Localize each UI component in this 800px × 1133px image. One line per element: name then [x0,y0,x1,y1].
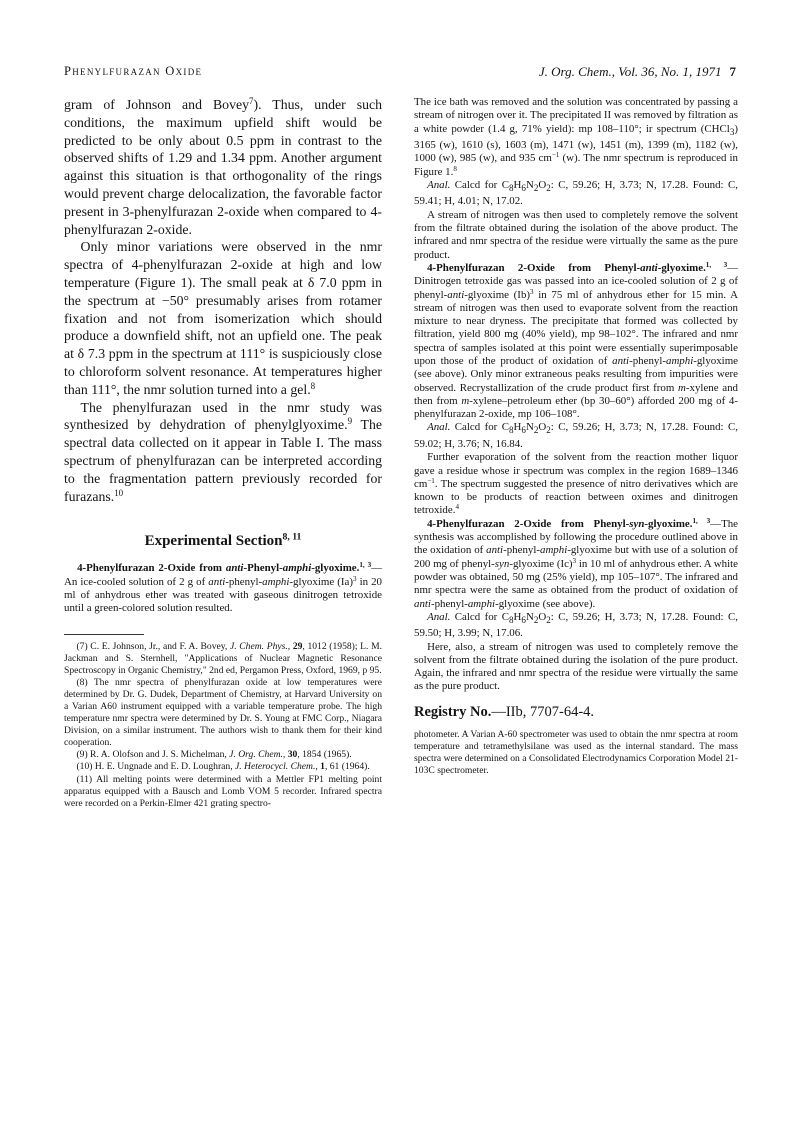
analysis-line: Anal. Calcd for $C_8H_6N_2O_2$: C, 59.26; H, 3.73; N, 17.28. Found: C, 59.50; H, 3.99; N, 17.06. [414,610,738,640]
running-title: Phenylfurazan Oxide [64,64,203,78]
footnote-8: (8) The nmr spectra of phenylfurazan oxide at low temperatures were determined by Dr. G. Dudek, Department of Chemistry, at Harvard University on a Varian A60 instrument equipped with a variable temperature probe. The high temperature nmr spectra were determined by Dr. S. Young at FMC Corp., Niagara Division, on a similar instrument. The authors wish to thank them for their kind cooperation. [64,676,382,749]
experimental-paragraph: A stream of nitrogen was then used to completely remove the solvent from the filtrate obtained during the isolation of the above product. The infrared and nmr spectra of the residue were virtually the same as the pure product. [414,208,738,261]
footnote-10: (10) H. E. Ungnade and E. D. Loughran, J. Heterocycl. Chem., 1, 61 (1964). [76,761,370,773]
analysis-line: Anal. Calcd for $C_8H_6N_2O_2$: C, 59.26; H, 3.73; N, 17.28. Found: C, 59.41; H, 4.01; N, 17.02. [414,178,738,208]
running-header [64,64,736,82]
section-heading: Experimental Section$^{8, 11}$ [144,531,302,550]
footnote-divider [64,634,144,635]
footnote-9: (9) R. A. Olofson and J. S. Michelman, J. Org. Chem., 30, 1854 (1965). [76,749,352,761]
left-column [64,96,382,810]
paragraph: Only minor variations were observed in the nmr spectra of 4-phenylfurazan 2-oxide at high and low temperature (Figure 1). The small peak at δ 7.0 ppm in the spectrum at −50° presumably arises from rotamer fixation and not from isomerization which should produce a downfield shift, not an upfield one. The peak at δ 7.3 ppm in the spectrum at 111° is suspiciously close to chloroform solvent resonance. At temperatures higher than 111°, the nmr solution turned into a gel.$^8$ [64,239,382,397]
experimental-paragraph: 4-Phenylfurazan 2-Oxide from anti-Phenyl-amphi-glyoxime.$^{1, 3}$—An ice-cooled solution of 2 g of anti-phenyl-amphi-glyoxime $(Ia)^3$ in 20 ml of anhydrous ether was treated with gaseous dinitrogen tetroxide until a green-colored solution resulted. [64,561,383,615]
paragraph: gram of Johnson and Bovey$^7$). Thus, under such conditions, the maximum upfield shift would be predicted to be only about 0.5 ppm in contrast to the observed shifts of 1.29 and 1.34 ppm. Another argument against this situation is that orthogonality of the rings would prevent charge delocalization, the favorable factor present in 3-phenylfurazan 2-oxide when compared to 4-phenylfurazan 2-oxide. [64,96,383,237]
experimental-paragraph: 4-Phenylfurazan 2-Oxide from Phenyl-anti-glyoxime.$^{1, 3}$—Dinitrogen tetroxide gas was passed into an ice-cooled solution of 2 g of phenyl-anti-glyoxime $(Ib)^3$ in 75 ml of anhydrous ether for 15 min. A stream of nitrogen was then used to evaporate solvent from the reaction mixture to near dryness. The precipitate that formed was collected by filtration, yield 800 mg (40% yield), mp 98–102°. The infrared and nmr spectra of samples isolated at this point were essentially superimposable upon those of the product of oxidation of anti-phenyl-amphi-glyoxime (see above). Only minor extraneous peaks resulting from impurities were observed. Recrystallization of the crude product first from m-xylene and then from m-xylene–petroleum ether (bp 30–60°) afforded 200 mg of 4-phenylfurazan 2-oxide, mp 106–108°. [414,261,739,421]
journal-citation: J. Org. Chem., Vol. 36, No. 1, 1971 7 [538,64,736,79]
footnote-7: (7) C. E. Johnson, Jr., and F. A. Bovey, J. Chem. Phys., 29, 1012 (1958); L. M. Jackman and S. Sternhell, "Applications of Nuclear Magnetic Resonance Spectroscopy in Organic Chemistry," 2nd ed, Pergamon Press, Oxford, 1969, p 95. [64,640,382,676]
paragraph: The phenylfurazan used in the nmr study was synthesized by dehydration of phenylglyoxime.$^9$ The spectral data collected on it appear in Table I. The mass spectrum of phenylfurazan can be interpreted according to the fragmentation pattern previously recorded for furazans.$^{10}$ [64,399,382,504]
page-number: 7 [729,64,736,79]
experimental-paragraph: Here, also, a stream of nitrogen was used to completely remove the solvent from the filtrate obtained during the isolation of the pure product. Again, the infrared and nmr spectra of the residue were virtually the same as the pure product. [414,640,738,693]
experimental-paragraph: Further evaporation of the solvent from the reaction mother liquor gave a residue whose ir spectrum was complex in the region 1689–1346 $cm^{-1}$. The spectrum suggested the presence of nitro derivatives which are known to be products of reaction between oximes and dinitrogen tetroxide.$^4$ [414,451,738,517]
footnote-11: (11) All melting points were determined with a Mettler FP1 melting point apparatus equipped with a Bausch and Lomb VOM 5 recorder. Infrared spectra were recorded on a Perkin-Elmer 421 grating spectro- [64,773,382,809]
registry-numbers: Registry No.—IIb, 7707-64-4. [414,703,595,720]
footnote-11-continued: photometer. A Varian A-60 spectrometer was used to obtain the nmr spectra at room temperature and tetramethylsilane was used as the internal standard. The mass spectra were determined on a Consolidated Electrodynamics Corporation Model 21-103C spectrometer. [414,728,738,777]
experimental-paragraph: 4-Phenylfurazan 2-Oxide from Phenyl-syn-glyoxime.$^{1, 3}$—The synthesis was accomplished by following the procedure outlined above in the oxidation of anti-phenyl-amphi-glyoxime but with use of a solution of 200 mg of phenyl-syn-glyoxime $(Ic)^3$ in 10 ml of anhydrous ether. A white powder was obtained, 50 mg (25% yield), mp 105–107°. The infrared and nmr spectra were the same as obtained from the product of oxidation of anti-phenyl-amphi-glyoxime (see above). [414,516,739,610]
analysis-line: Anal. Calcd for $C_8H_6N_2O_2$: C, 59.26; H, 3.73; N, 17.28. Found: C, 59.02; H, 3.76; N, 16.84. [414,421,738,450]
experimental-paragraph: The ice bath was removed and the solution was concentrated by passing a stream of nitrogen over it. The precipitated II was removed by filtration as a white powder (1.4 g, 71% yield): mp 108–110°; ir spectrum (CHCl$_3$) 3165 (w), 1610 (s), 1603 (m), 1471 (w), 1451 (m), 1399 (m), 1182 (w), 1000 (w), 985 (w), and 935 $cm^{-1}$ (w). The nmr spectrum is reproduced in Figure 1.$^8$ [414,96,738,178]
right-column [414,96,738,777]
